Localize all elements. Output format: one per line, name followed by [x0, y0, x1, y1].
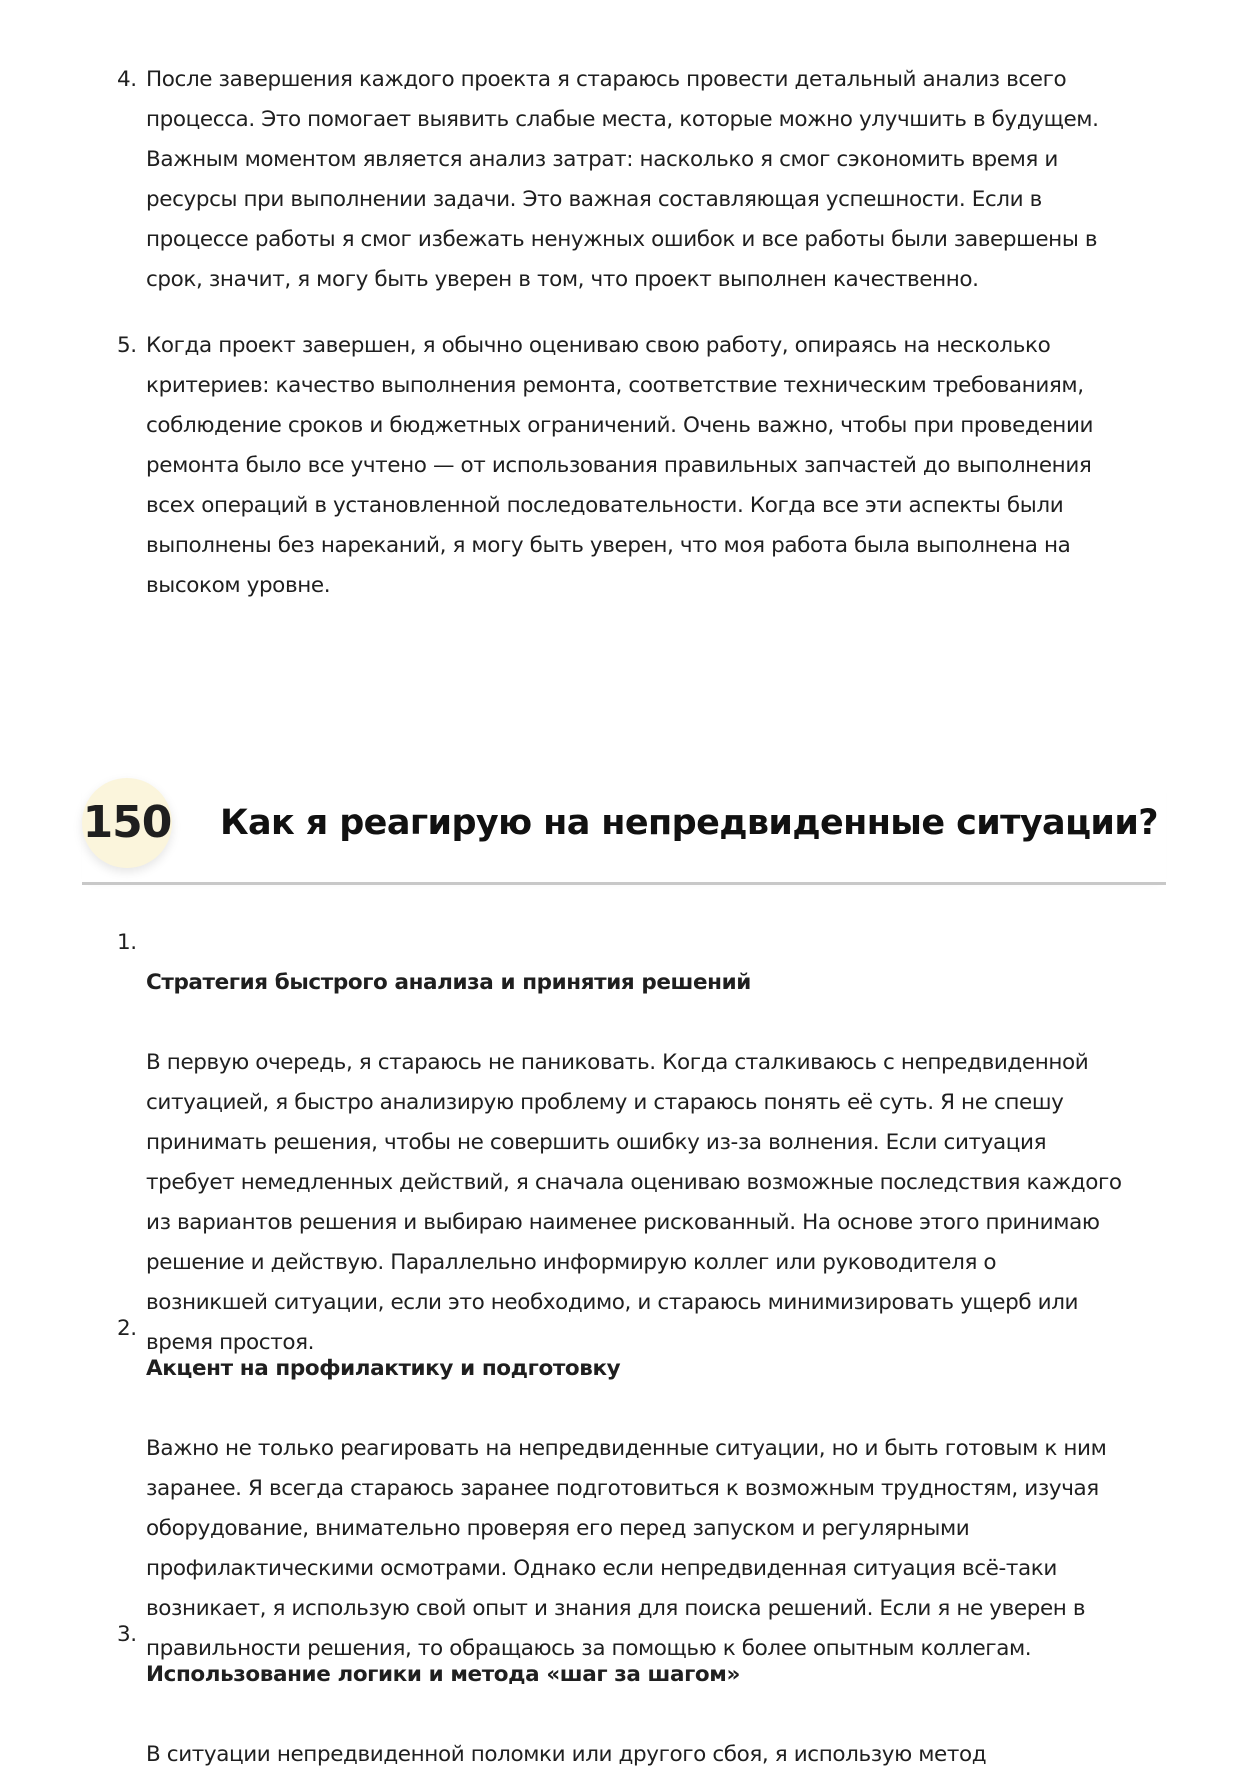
list-item-title: Использование логики и метода «шаг за шагом» [146, 1662, 740, 1687]
list-item-text: В первую очередь, я стараюсь не паниковать. Когда сталкиваюсь с непредвиденной ситуацией, я быстро анализирую проблему и стараюсь понять её суть. Я не спешу принимать решения, чтобы не совершить ошибку из-за волнения. Если ситуация требует немедленных действий, я сначала оцениваю возможные последствия каждого из вариантов решения и выбираю наименее рискованный. На основе этого принимаю решение и действую. Параллельно информирую коллег или руководителя о возникшей ситуации, если это необходимо, и стараюсь минимизировать ущерб или время простоя. [146, 1050, 1122, 1355]
section-number-badge [82, 778, 172, 868]
list-item [117, 923, 1167, 1363]
list-item-number: 4. [117, 67, 137, 92]
section-number: 150 [82, 797, 172, 848]
list-item-number: 5. [117, 333, 137, 358]
list-item-content [146, 923, 1167, 1363]
section-divider [82, 882, 1166, 885]
section-title: Как я реагирую на непредвиденные ситуации? [220, 803, 1158, 843]
list-item [117, 60, 1167, 300]
list-item-number: 1. [117, 930, 137, 955]
list-item-text: В ситуации непредвиденной поломки или другого сбоя, я использую метод [146, 1742, 987, 1767]
list-item-content [146, 1615, 1167, 1775]
list-item-number: 3. [117, 1622, 137, 1647]
list-item-title: Стратегия быстрого анализа и принятия решений [146, 970, 751, 995]
list-item [117, 1615, 1167, 1775]
list-item [117, 326, 1167, 606]
list-item-text: После завершения каждого проекта я стараюсь провести детальный анализ всего процесса. Это помогает выявить слабые места, которые можно улучшить в будущем. Важным моментом является анализ затрат: насколько я смог сэкономить время и ресурсы при выполнении задачи. Это важная составляющая успешности. Если в процессе работы я смог избежать ненужных ошибок и все работы были завершены в срок, значит, я могу быть уверен в том, что проект выполнен качественно. [146, 67, 1099, 292]
list-item-number: 2. [117, 1316, 137, 1341]
list-item-text: Когда проект завершен, я обычно оцениваю свою работу, опираясь на несколько критериев: качество выполнения ремонта, соответствие техническим требованиям, соблюдение сроков и бюджетных ограничений. Очень важно, чтобы при проведении ремонта было все учтено — от использования правильных запчастей до выполнения всех операций в установленной последовательности. Когда все эти аспекты были выполнены без нареканий, я могу быть уверен, что моя работа была выполнена на высоком уровне. [146, 333, 1094, 598]
section-header [82, 778, 1166, 886]
list-item-title: Акцент на профилактику и подготовку [146, 1356, 621, 1381]
list-item-text: Важно не только реагировать на непредвиденные ситуации, но и быть готовым к ним заранее. Я всегда стараюсь заранее подготовиться к возможным трудностям, изучая оборудование, внимательно проверяя его перед запуском и регулярными профилактическими осмотрами. Однако если непредвиденная ситуация всё-таки возникает, я использую свой опыт и знания для поиска решений. Если я не уверен в правильности решения, то обращаюсь за помощью к более опытным коллегам. [146, 1436, 1107, 1661]
